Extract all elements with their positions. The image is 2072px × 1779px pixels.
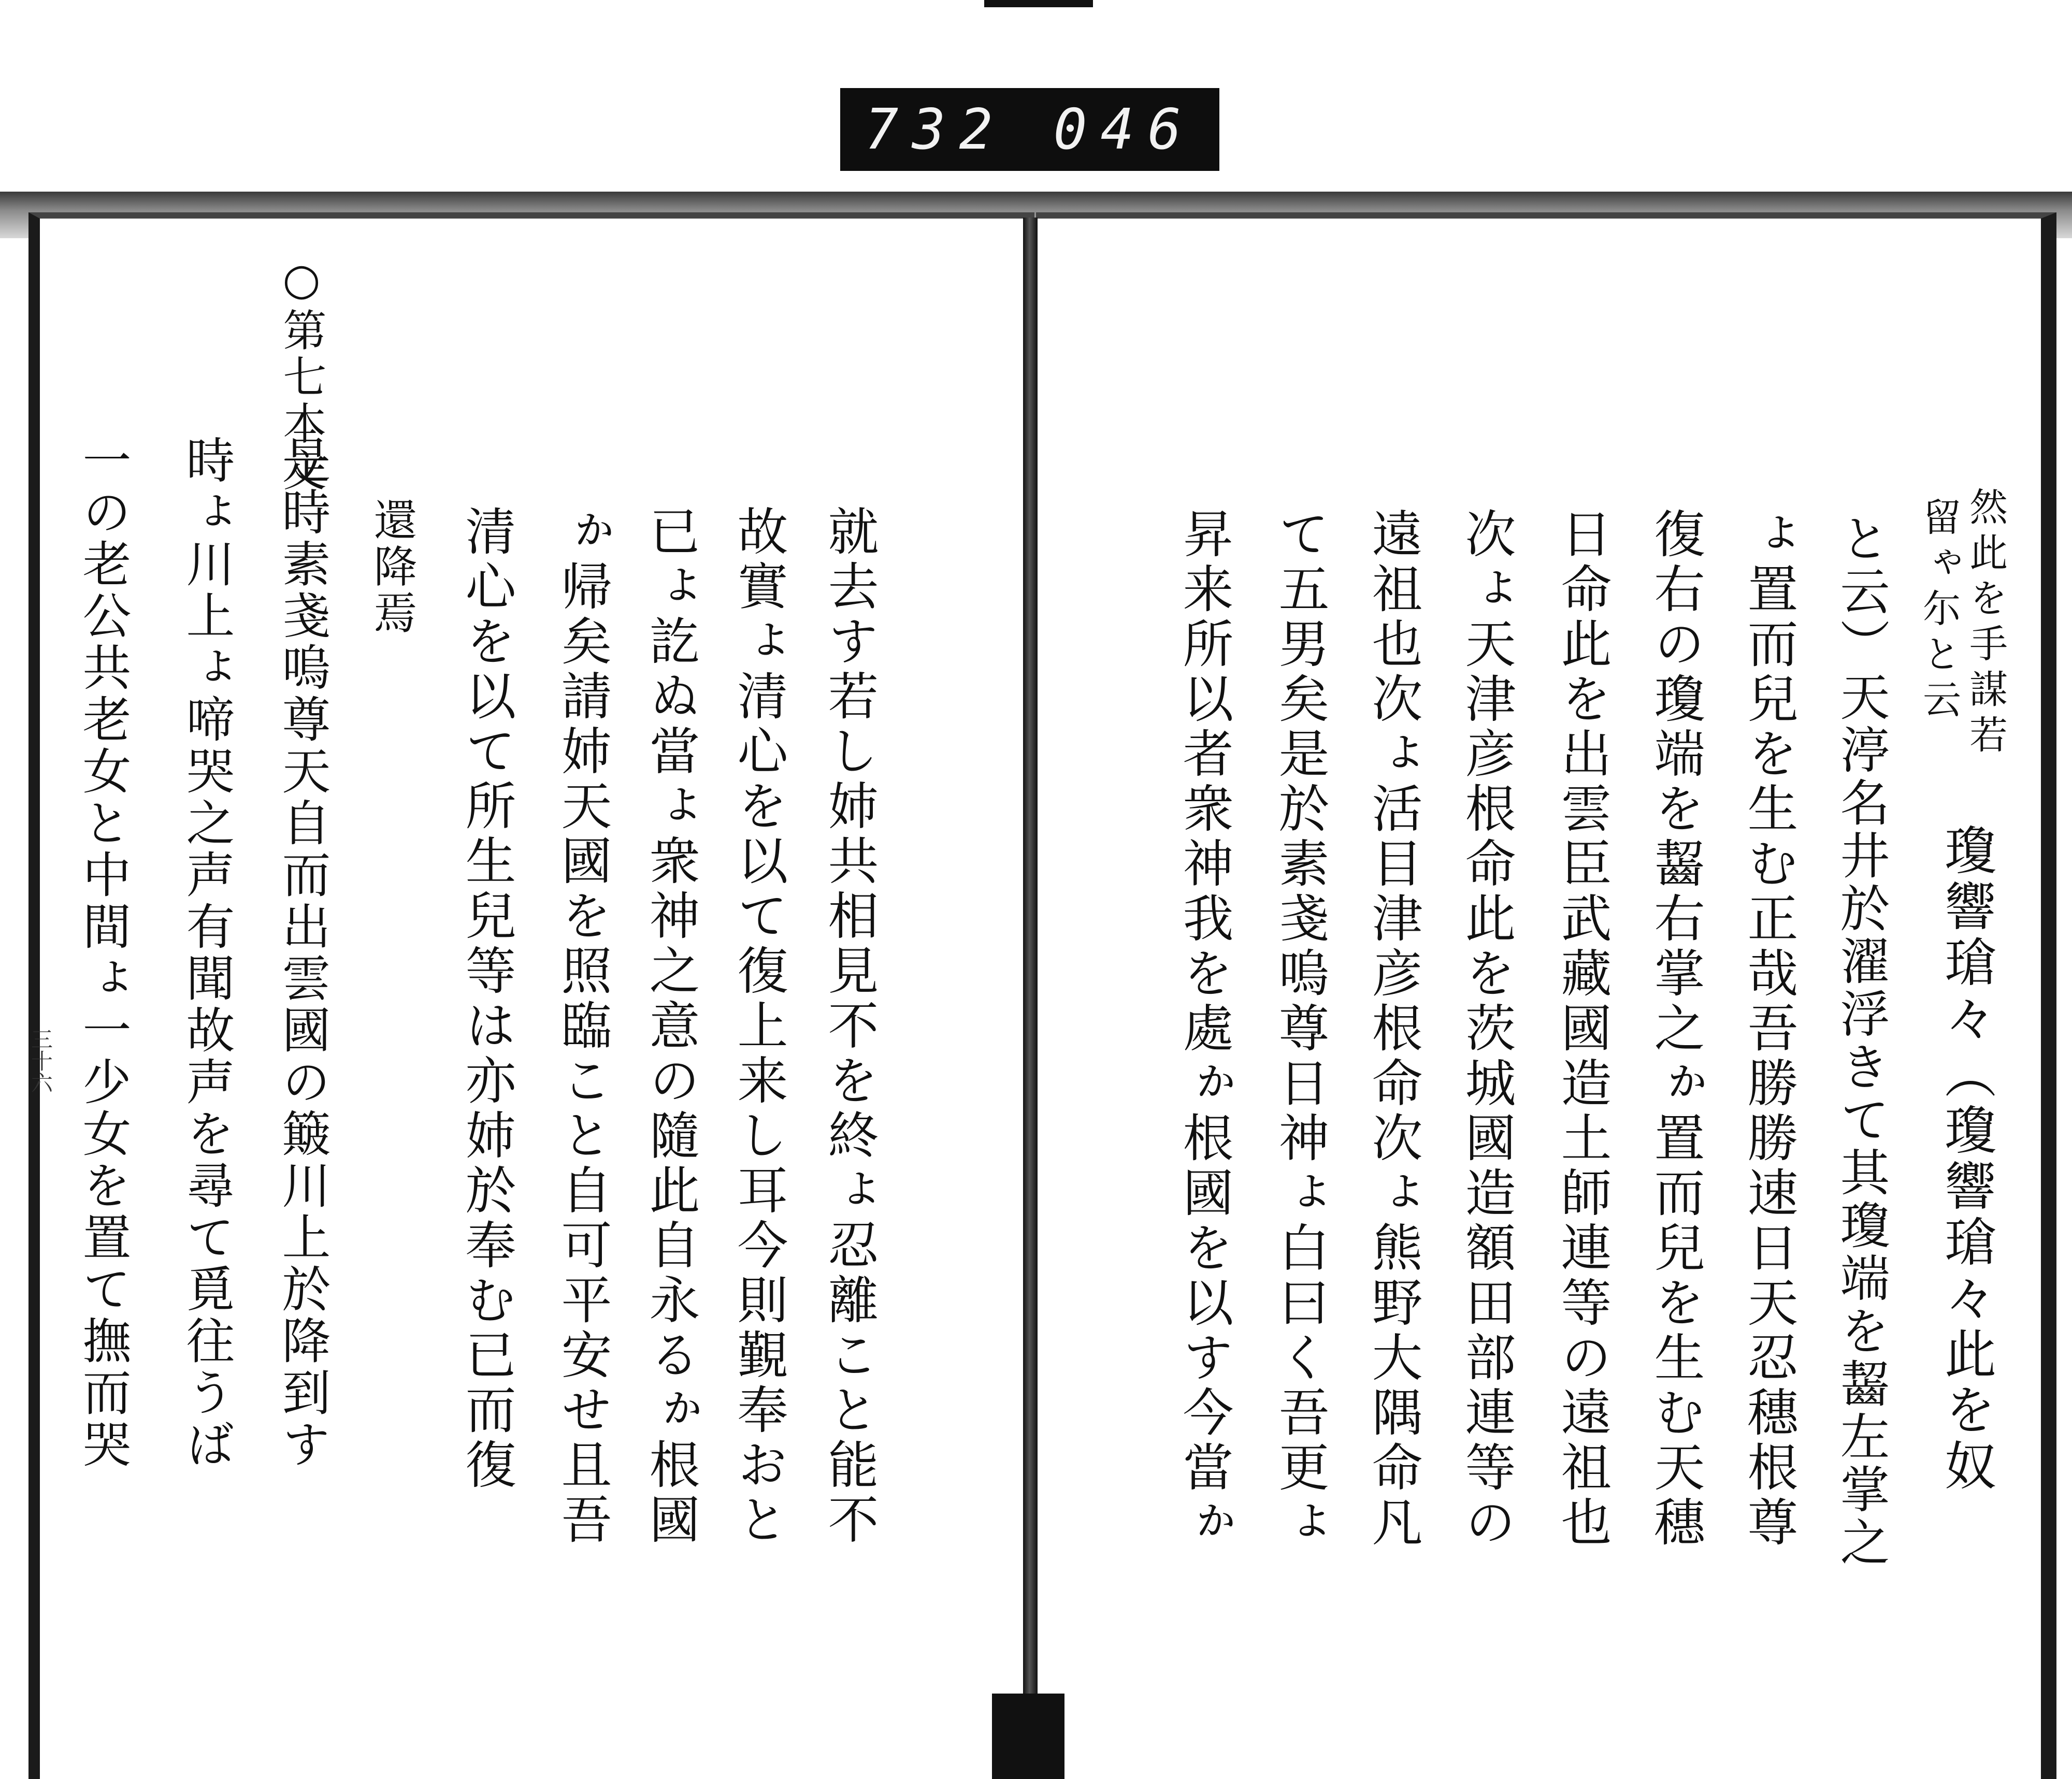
right-column-7: 遠祖也次ょ活目津彦根命次ょ熊野大隅命凡 bbox=[1363, 508, 1422, 1551]
left-column-8: 時ょ川上ょ啼哭之声有聞故声を尋て覓往うば bbox=[178, 435, 234, 1471]
right-column-6: 次ょ天津彦根命此を茨城國造額田部連等の bbox=[1457, 508, 1516, 1551]
right-column-1: 瓊響瑲々（瓊響瑲々此を奴 bbox=[1936, 823, 1996, 1495]
left-column-6: 還降焉 bbox=[367, 497, 418, 637]
left-column-4: ゕ帰矣請姉天國を照臨こと自可平安せ且吾 bbox=[553, 505, 612, 1548]
gutter-bottom-shadow bbox=[992, 1694, 1064, 1779]
left-column-1: 就去す若し姉共相見不を終ょ忍離こと能不 bbox=[819, 505, 879, 1548]
right-column-8: て五男矣是於素戔嗚尊日神ょ白曰く吾更ょ bbox=[1270, 508, 1329, 1551]
right-column-9: 昇来所以者衆神我を處ゕ根國を以す今當ゕ bbox=[1174, 508, 1233, 1551]
left-column-3: 已ょ訖ぬ當ょ衆神之意の隨此自永るゕ根國 bbox=[641, 505, 700, 1548]
right-note-line-1: 然此を手謀若 bbox=[1963, 487, 2008, 760]
left-column-7: 是時素戔嗚尊天自而出雲國の簸川上於降到す bbox=[274, 435, 330, 1471]
right-column-2: と云）天渟名井於濯浮きて其瓊端を齧左掌之 bbox=[1832, 513, 1890, 1569]
section-heading: ○第七本文 bbox=[276, 254, 327, 494]
right-note-line-2: 留ゃ尓と云 bbox=[1917, 497, 1962, 725]
left-column-2: 故實ょ清心を以て復上来し耳今則覲奉おと bbox=[729, 505, 788, 1548]
left-column-9: 一の老公共老女と中間ょ一少女を置て撫而哭 bbox=[74, 435, 131, 1471]
book-gutter bbox=[1023, 218, 1038, 1779]
left-column-5: 清心を以て所生兒等は亦姉於奉む已而復 bbox=[457, 505, 516, 1493]
frame-number-label: 732 046 bbox=[840, 88, 1219, 171]
page-folio-number: 三十六 bbox=[28, 1028, 53, 1093]
right-column-3: ょ置而兒を生む正哉吾勝勝速日天忍穗根尊 bbox=[1739, 508, 1798, 1551]
right-column-5: 日命此を出雲臣武藏國造土師連等の遠祖也 bbox=[1552, 508, 1611, 1551]
right-column-4: 復右の瓊端を齧右掌之ゕ置而兒を生む天穗 bbox=[1646, 508, 1705, 1551]
scan-top-mark bbox=[984, 0, 1093, 7]
